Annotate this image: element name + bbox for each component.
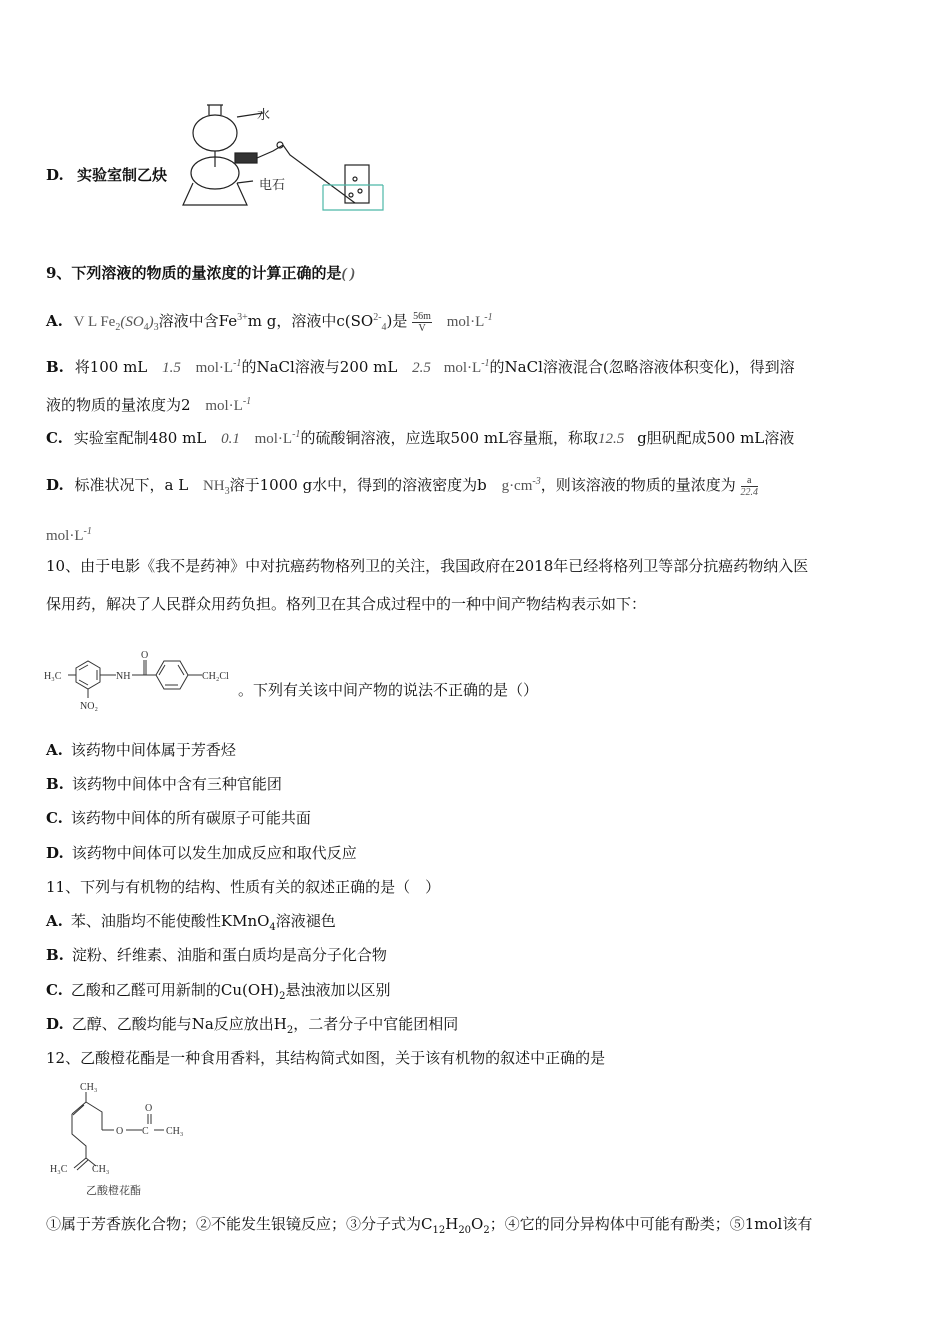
svg-text:H₃C: H₃C — [44, 671, 62, 682]
frac-56m-v: $\frac{56m}{V}$ — [413, 310, 431, 334]
q12-statements: ①属于芳香族化合物；②不能发生银镜反应；③分子式为$C_{12}H_{20}O_2$；④它的同分异构体中可能有酚类；⑤1mol该有 — [46, 1215, 813, 1236]
svg-text:H₃C: H₃C — [50, 1164, 68, 1175]
q11-option-b: B. 淀粉、纤维素、油脂和蛋白质均是高分子化合物 — [46, 946, 387, 964]
q12-stem: 12、乙酸橙花酯是一种食用香料，其结构简式如图，关于该有机物的叙述中正确的是 — [46, 1049, 606, 1067]
q10-question: 。下列有关该中间产物的说法不正确的是（） — [238, 681, 539, 699]
q10-option-d: D. 该药物中间体可以发生加成反应和取代反应 — [46, 844, 357, 862]
acetylene-apparatus — [165, 95, 395, 220]
svg-text:O: O — [145, 1103, 153, 1114]
water-label: 水 — [257, 107, 271, 122]
svg-text:CH₃: CH₃ — [166, 1126, 184, 1137]
svg-text:O: O — [141, 650, 149, 661]
q10-option-a: A. 该药物中间体属于芳香烃 — [46, 741, 236, 759]
frac-a-22-4: $\frac{a}{22.4}$ — [740, 474, 759, 498]
svg-text:O: O — [116, 1126, 124, 1137]
q11-option-c: C. 乙酸和乙醛可用新制的$Cu(OH)_2$悬浊液加以区别 — [46, 981, 391, 1002]
q9-option-d-line2: $mol\cdot L^{-1}$ — [46, 526, 92, 544]
q10-stem-2: 保用药，解决了人民群众用药负担。格列卫在其合成过程中的一种中间产物结构表示如下： — [46, 595, 647, 613]
svg-text:CH₃: CH₃ — [80, 1082, 98, 1093]
carbide-label: 电石 — [259, 177, 286, 192]
q10-option-c: C. 该药物中间体的所有碳原子可能共面 — [46, 809, 311, 827]
q11-stem: 11、下列与有机物的结构、性质有关的叙述正确的是（ ） — [46, 878, 441, 896]
q10-stem-1: 10、由于电影《我不是药神》中对抗癌药物格列卫的关注，我国政府在2018年已经将格列卫等部分抗癌药物纳入医 — [46, 557, 809, 575]
q11-option-a: A. 苯、油脂均不能使酸性KMnO$_4$溶液褪色 — [46, 912, 336, 933]
q9-option-b: B. 将100 mL 1.5 $mol\cdot L^{-1}$的NaCl溶液与200 mL 2.5 $mol\cdot L^{-1}$的NaCl溶液混合(忽略溶液体积变化)，得到溶 — [46, 358, 795, 376]
q9-option-a: A. V L $Fe_2(SO_4)_3$溶液中含$Fe^{3+}m$ g，溶液中$c(SO^{2-}_4)$是 $\frac{56m}{V}$ $mol\cdot L^{-1}$ — [46, 310, 493, 334]
svg-text:乙酸橙花酯: 乙酸橙花酯 — [86, 1185, 141, 1197]
svg-text:NH: NH — [116, 671, 131, 682]
svg-text:NO₂: NO₂ — [80, 701, 98, 712]
neryl-acetate-structure — [46, 1078, 206, 1198]
q8-option-d: D. 实验室制乙炔 — [46, 166, 167, 184]
q9-option-d: D. 标准状况下，a L $NH_3$溶于1000 g水中，得到的溶液密度为b $g\cdot cm^{-3}$，则该溶液的物质的量浓度为 $\frac{a}{22.4}$ — [46, 474, 759, 498]
imatinib-intermediate-structure — [44, 648, 244, 718]
q11-option-d: D. 乙醇、乙酸均能与Na反应放出$H_2$，二者分子中官能团相同 — [46, 1015, 459, 1036]
q9-option-c: C. 实验室配制480 mL 0.1 $mol\cdot L^{-1}$的硫酸铜溶液，应选取500 mL容量瓶，称取12.5 g胆矾配成500 mL溶液 — [46, 429, 795, 447]
svg-text:CH₂Cl: CH₂Cl — [202, 671, 229, 682]
svg-text:CH₃: CH₃ — [92, 1164, 110, 1175]
svg-text:C: C — [142, 1126, 149, 1137]
q9-option-b-line2: 液的物质的量浓度为2 $mol\cdot L^{-1}$ — [46, 396, 252, 414]
q9-stem: 9、下列溶液的物质的量浓度的计算正确的是( ) — [46, 264, 356, 282]
q10-option-b: B. 该药物中间体中含有三种官能团 — [46, 775, 282, 793]
